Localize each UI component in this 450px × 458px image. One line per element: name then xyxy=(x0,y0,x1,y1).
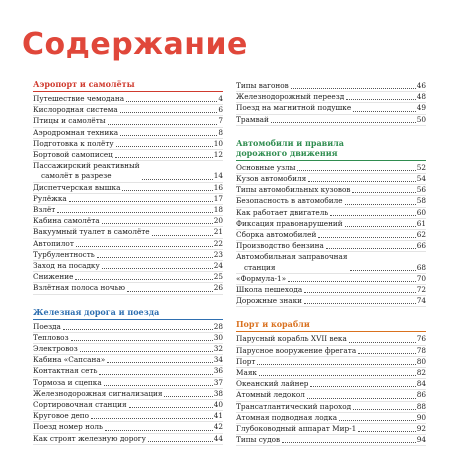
toc-leader-dots xyxy=(99,374,212,375)
toc-entry-page: 82 xyxy=(416,368,426,378)
toc-entry-title-line: станция xyxy=(244,262,276,272)
toc-entry-title: Безопасность в автомобиле xyxy=(236,196,343,206)
toc-entry-page: 17 xyxy=(213,193,223,203)
toc-entry-title: Типы автомобильных кузовов xyxy=(236,185,351,195)
toc-entry xyxy=(33,94,223,105)
toc-entry-title: Поезда xyxy=(33,321,61,331)
toc-entry-title: Круговое депо xyxy=(33,411,90,421)
toc-entry-title: Автопилот xyxy=(33,238,74,248)
toc-leader-dots xyxy=(297,170,415,171)
toc-entry-page: 20 xyxy=(213,216,223,226)
toc-entry-page: 22 xyxy=(213,238,223,248)
toc-entry-title: Глубоководный аппарат Мир-1 xyxy=(236,424,357,434)
toc-entry-page: 44 xyxy=(213,433,223,443)
toc-entry-page: 4 xyxy=(218,94,223,103)
toc-section xyxy=(236,79,426,126)
toc-leader-dots xyxy=(358,353,416,354)
toc-entry-title: Рулёжка xyxy=(33,193,67,203)
toc-entry xyxy=(33,227,223,238)
toc-entry-page: 72 xyxy=(416,285,426,295)
toc-entry-page: 28 xyxy=(213,321,223,331)
toc-entry xyxy=(33,434,223,445)
toc-leader-dots xyxy=(352,192,415,193)
toc-entry xyxy=(236,241,426,252)
toc-entry-page: 49 xyxy=(416,103,426,113)
toc-entry xyxy=(33,411,223,422)
toc-entry xyxy=(33,239,223,250)
toc-entry-title: Диспетчерская вышка xyxy=(33,182,121,192)
toc-leader-dots xyxy=(69,201,213,202)
section-heading-line: дорожного движения xyxy=(236,147,338,158)
toc-entry xyxy=(236,103,426,114)
toc-entry-title: Аэродромная техника xyxy=(33,127,119,137)
toc-entry-page: 8 xyxy=(218,127,223,137)
toc-leader-dots xyxy=(80,351,213,352)
toc-entry-page: 60 xyxy=(416,207,426,217)
toc-entry-page: 54 xyxy=(416,174,426,184)
toc-leader-dots xyxy=(304,303,416,304)
section-heading: Аэропорт и самолёты xyxy=(33,79,223,92)
toc-entry-page: 42 xyxy=(213,422,223,432)
toc-leader-dots xyxy=(97,257,213,258)
toc-entry xyxy=(236,163,426,174)
toc-leader-dots xyxy=(358,431,415,432)
toc-entry-title-line: самолёт в разрезе xyxy=(41,171,112,181)
toc-entry-page: 21 xyxy=(213,227,223,237)
toc-entry-title: Кислородная система xyxy=(33,105,118,115)
toc-entry-page: 34 xyxy=(213,355,223,365)
toc-leader-dots xyxy=(259,375,416,376)
toc-leader-dots xyxy=(71,340,213,341)
toc-entry xyxy=(236,252,426,273)
toc-leader-dots xyxy=(350,270,416,271)
toc-entry xyxy=(33,194,223,205)
toc-leader-dots xyxy=(288,281,416,282)
toc-entry xyxy=(236,285,426,296)
section-entries xyxy=(236,79,426,126)
toc-entry xyxy=(33,150,223,161)
toc-entry-title: Фиксация правонарушений xyxy=(236,218,343,228)
toc-entry xyxy=(236,368,426,379)
toc-leader-dots xyxy=(257,364,415,365)
toc-leader-dots xyxy=(304,292,415,293)
toc-entry xyxy=(236,402,426,413)
toc-entry-page: 80 xyxy=(416,356,426,366)
toc-entry-page: 6 xyxy=(218,105,223,115)
toc-entry-title: Атомная подводная лодка xyxy=(236,412,338,422)
section-heading: Порт и корабли xyxy=(236,319,426,332)
toc-entry-title xyxy=(33,161,140,181)
toc-entry-page: 18 xyxy=(213,205,223,215)
toc-entry-title: Маяк xyxy=(236,368,257,378)
toc-entry-title-line: Пассажирский реактивный xyxy=(33,161,140,171)
toc-leader-dots xyxy=(122,190,212,191)
toc-entry-title: Сборка автомобилей xyxy=(236,230,317,240)
toc-entry xyxy=(236,230,426,241)
toc-entry xyxy=(33,366,223,377)
toc-entry-title: Парусный корабль XVII века xyxy=(236,334,347,344)
toc-entry xyxy=(33,205,223,216)
toc-leader-dots xyxy=(76,246,213,247)
toc-leader-dots xyxy=(148,441,213,442)
toc-entry-page: 26 xyxy=(213,283,223,293)
toc-entry xyxy=(33,161,223,182)
toc-entry-page: 24 xyxy=(213,261,223,271)
toc-entry xyxy=(236,274,426,285)
toc-entry xyxy=(33,344,223,355)
toc-entry xyxy=(33,216,223,227)
toc-leader-dots xyxy=(339,420,416,421)
page-title: Содержание xyxy=(22,27,248,62)
toc-leader-dots xyxy=(63,329,213,330)
toc-entry-title: Парусное вооружение фрегата xyxy=(236,345,357,355)
toc-leader-dots xyxy=(75,279,212,280)
toc-leader-dots xyxy=(126,101,217,102)
toc-leader-dots xyxy=(271,122,416,123)
toc-entry-page: 50 xyxy=(416,114,426,124)
toc-leader-dots xyxy=(102,268,213,269)
toc-entry-title: «Формула-1» xyxy=(236,273,287,283)
toc-leader-dots xyxy=(353,111,416,112)
toc-entry-title xyxy=(236,252,348,272)
toc-leader-dots xyxy=(127,291,213,292)
toc-entry-title: Путешествие чемодана xyxy=(33,94,125,103)
toc-entry xyxy=(236,357,426,368)
toc-leader-dots xyxy=(353,409,416,410)
toc-leader-dots xyxy=(104,385,213,386)
toc-entry xyxy=(33,183,223,194)
toc-entry-page: 90 xyxy=(416,412,426,422)
toc-entry-title: Порт xyxy=(236,356,256,366)
toc-entry xyxy=(236,346,426,357)
toc-entry-title: Атомный ледокол xyxy=(236,390,305,400)
toc-entry-title: Как работает двигатель xyxy=(236,207,329,217)
toc-entry-page: 84 xyxy=(416,379,426,389)
toc-entry xyxy=(236,424,426,435)
toc-leader-dots xyxy=(345,204,416,205)
toc-entry-page: 41 xyxy=(213,411,223,421)
toc-entry-title: Школа пешехода xyxy=(236,285,303,295)
toc-entry-page: 10 xyxy=(213,138,223,148)
toc-entry-page: 46 xyxy=(416,81,426,90)
toc-entry-title: Сортировочная станция xyxy=(33,400,127,410)
toc-entry-page: 61 xyxy=(416,218,426,228)
toc-leader-dots xyxy=(346,99,416,100)
toc-entry-title: Железнодорожный переезд xyxy=(236,92,345,102)
toc-leader-dots xyxy=(308,181,416,182)
toc-entry xyxy=(236,296,426,307)
section-entries xyxy=(236,332,426,446)
toc-entry xyxy=(236,219,426,230)
toc-entry xyxy=(236,196,426,207)
toc-entry-title: Кабина самолёта xyxy=(33,216,100,226)
toc-entry-page: 7 xyxy=(218,116,223,126)
toc-entry xyxy=(33,355,223,366)
toc-leader-dots xyxy=(318,237,415,238)
toc-entry xyxy=(33,378,223,389)
toc-leader-dots xyxy=(152,235,213,236)
toc-entry-title: Кабина «Сапсана» xyxy=(33,355,106,365)
toc-entry-title: Кузов автомобиля xyxy=(236,174,307,184)
toc-entry-page: 58 xyxy=(416,196,426,206)
toc-entry-title: Взлёт xyxy=(33,205,56,215)
toc-entry-title: Турбулентность xyxy=(33,249,95,259)
toc-entry-title: Типы вагонов xyxy=(236,81,289,90)
toc-leader-dots xyxy=(108,124,218,125)
toc-entry-page: 52 xyxy=(416,162,426,172)
section-heading-line: Автомобили и правила xyxy=(236,137,344,148)
toc-entry xyxy=(33,422,223,433)
toc-leader-dots xyxy=(120,112,218,113)
toc-entry xyxy=(236,208,426,219)
toc-entry-title: Контактная сеть xyxy=(33,366,98,376)
toc-leader-dots xyxy=(326,248,416,249)
toc-entry-page: 48 xyxy=(416,92,426,102)
toc-leader-dots xyxy=(345,226,416,227)
toc-entry-page: 36 xyxy=(213,366,223,376)
toc-entry xyxy=(236,379,426,390)
section-entries xyxy=(33,92,223,295)
toc-entry xyxy=(236,81,426,92)
toc-entry-title: Бортовой самописец xyxy=(33,150,113,160)
toc-entry xyxy=(33,322,223,333)
toc-leader-dots xyxy=(164,396,212,397)
toc-entry-page: 88 xyxy=(416,401,426,411)
toc-entry-title: Тепловоз xyxy=(33,332,69,342)
toc-entry-title: Снижение xyxy=(33,272,74,282)
toc-entry-page: 62 xyxy=(416,230,426,240)
toc-entry-page: 16 xyxy=(213,182,223,192)
toc-entry xyxy=(33,283,223,294)
toc-column-right xyxy=(236,79,426,458)
toc-entry-page: 25 xyxy=(213,272,223,282)
toc-entry-page: 70 xyxy=(416,273,426,283)
toc-entry xyxy=(236,413,426,424)
toc-entry-title: Вакуумный туалет в самолёте xyxy=(33,227,150,237)
toc-entry-page: 68 xyxy=(416,262,426,272)
toc-entry xyxy=(33,261,223,272)
toc-entry-title: Трансатлантический пароход xyxy=(236,401,352,411)
toc-entry-title: Железнодорожная сигнализация xyxy=(33,388,163,398)
section-heading: Железная дорога и поезда xyxy=(33,307,223,320)
toc-leader-dots xyxy=(307,398,416,399)
toc-leader-dots xyxy=(115,157,213,158)
toc-entry-page: 23 xyxy=(213,249,223,259)
toc-entry-page: 94 xyxy=(416,435,426,445)
toc-leader-dots xyxy=(349,342,416,343)
toc-entry-title: Как строят железную дорогу xyxy=(33,433,146,443)
toc-column-left xyxy=(33,79,223,457)
toc-leader-dots xyxy=(142,179,213,180)
toc-entry-title: Трамвай xyxy=(236,114,269,124)
toc-entry-title: Птицы и самолёты xyxy=(33,116,106,126)
section-entries xyxy=(236,161,426,308)
toc-leader-dots xyxy=(107,362,213,363)
toc-entry-title: Взлётная полоса ночью xyxy=(33,283,125,293)
toc-entry-page: 76 xyxy=(416,334,426,344)
toc-leader-dots xyxy=(91,418,213,419)
toc-entry-page: 74 xyxy=(416,296,426,306)
toc-section xyxy=(33,307,223,445)
section-heading xyxy=(236,138,426,161)
toc-entry xyxy=(236,174,426,185)
toc-leader-dots xyxy=(105,430,213,431)
toc-leader-dots xyxy=(282,442,416,443)
toc-entry-title: Поезд номер ноль xyxy=(33,422,103,432)
toc-leader-dots xyxy=(330,215,415,216)
toc-entry-page: 92 xyxy=(416,424,426,434)
toc-entry xyxy=(236,390,426,401)
toc-entry-page: 14 xyxy=(213,171,223,181)
toc-entry xyxy=(236,334,426,345)
toc-entry-title: Подготовка к полёту xyxy=(33,138,114,148)
toc-leader-dots xyxy=(129,407,213,408)
toc-entry xyxy=(236,115,426,126)
toc-leader-dots xyxy=(120,135,217,136)
toc-leader-dots xyxy=(102,223,213,224)
toc-entry-title: Дорожные знаки xyxy=(236,296,303,306)
toc-entry-page: 12 xyxy=(213,150,223,160)
toc-entry xyxy=(33,250,223,261)
toc-leader-dots xyxy=(291,88,416,89)
toc-entry-title: Океанский лайнер xyxy=(236,379,309,389)
toc-entry-title: Электровоз xyxy=(33,344,78,354)
toc-entry-title: Типы судов xyxy=(236,435,281,445)
toc-entry-page: 86 xyxy=(416,390,426,400)
toc-entry xyxy=(33,116,223,127)
toc-entry-page: 38 xyxy=(213,388,223,398)
toc-section xyxy=(236,319,426,446)
toc-entry-page: 30 xyxy=(213,332,223,342)
toc-entry xyxy=(33,105,223,116)
toc-leader-dots xyxy=(310,386,415,387)
toc-section xyxy=(33,79,223,295)
toc-leader-dots xyxy=(57,212,212,213)
toc-entry xyxy=(33,272,223,283)
toc-entry-page: 40 xyxy=(213,400,223,410)
toc-entry-page: 56 xyxy=(416,185,426,195)
toc-leader-dots xyxy=(116,146,213,147)
toc-entry xyxy=(236,92,426,103)
toc-section xyxy=(236,138,426,308)
toc-entry xyxy=(33,333,223,344)
toc-entry-title: Поезд на магнитной подушке xyxy=(236,103,352,113)
toc-entry-page: 78 xyxy=(416,345,426,355)
toc-entry-title-line: Автомобильная заправочная xyxy=(236,252,348,262)
toc-entry xyxy=(33,400,223,411)
toc-entry xyxy=(236,185,426,196)
toc-entry-page: 32 xyxy=(213,344,223,354)
toc-entry xyxy=(33,139,223,150)
toc-entry xyxy=(236,435,426,446)
toc-entry xyxy=(33,128,223,139)
toc-entry-page: 37 xyxy=(213,377,223,387)
toc-entry-title: Заход на посадку xyxy=(33,261,100,271)
section-entries xyxy=(33,320,223,445)
toc-entry-title: Производство бензина xyxy=(236,241,324,251)
toc-entry-title: Тормоза и сцепка xyxy=(33,377,102,387)
toc-entry xyxy=(33,389,223,400)
toc-entry-page: 66 xyxy=(416,241,426,251)
toc-entry-title: Основные узлы xyxy=(236,162,296,172)
